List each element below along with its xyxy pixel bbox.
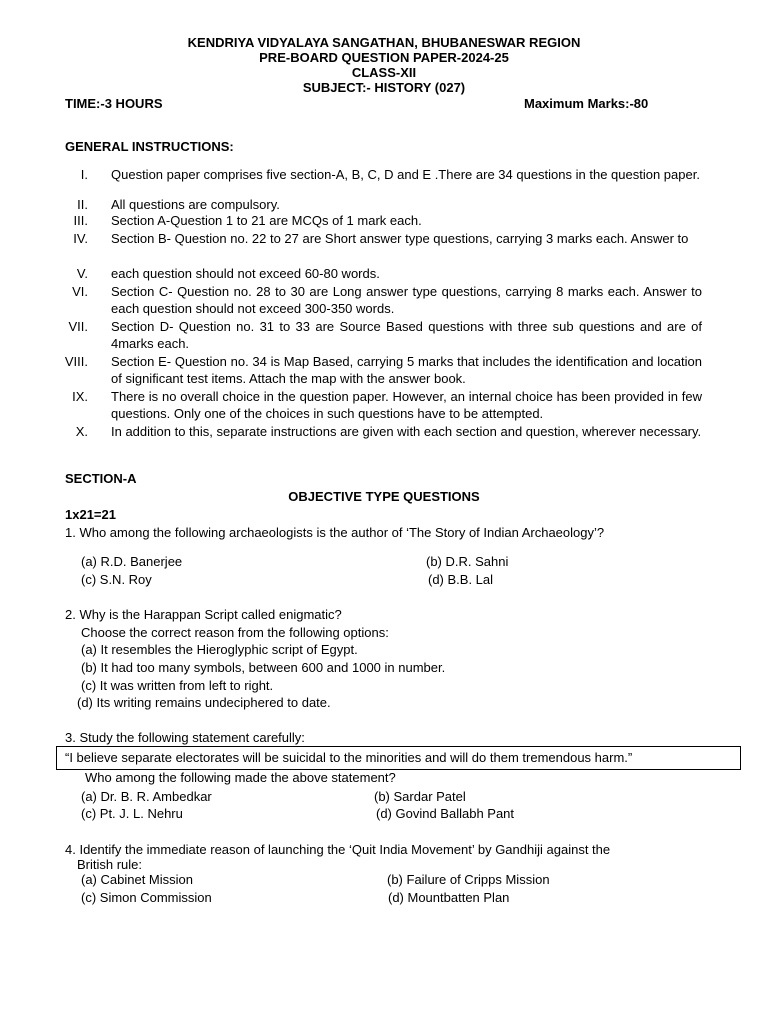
question-4-text: 4. Identify the immediate reason of launching the ‘Quit India Movement’ by Gandhiji against the	[65, 842, 611, 857]
instruction-text: Section D- Question no. 31 to 33 are Source Based questions with three sub questions and are of 4marks each.	[111, 319, 702, 352]
instructions-title: GENERAL INSTRUCTIONS:	[65, 139, 234, 154]
section-title: SECTION-A	[65, 471, 137, 486]
q4-option-b: (b) Failure of Cripps Mission	[387, 872, 550, 887]
q2-option-a: (a) It resembles the Hieroglyphic script of Egypt.	[81, 642, 358, 657]
q4-option-c: (c) Simon Commission	[81, 890, 212, 905]
instruction-text: Section A-Question 1 to 21 are MCQs of 1 mark each.	[111, 213, 422, 228]
paper-title: PRE-BOARD QUESTION PAPER-2024-25	[259, 50, 509, 65]
instruction-text: Section C- Question no. 28 to 30 are Long answer type questions, carrying 8 marks each. Answer to each question should not exceed 300-350 words.	[111, 284, 702, 317]
section-marks: 1x21=21	[65, 507, 116, 522]
instruction-text: There is no overall choice in the question paper. However, an internal choice has been provided in few questions. Only one of the choices in such questions have to be attempted.	[111, 389, 702, 422]
instruction-number: IX.	[72, 389, 88, 404]
q2-option-c: (c) It was written from left to right.	[81, 678, 274, 693]
school-name: KENDRIYA VIDYALAYA SANGATHAN, BHUBANESWAR REGION	[187, 35, 581, 50]
time-label: TIME:-3 HOURS	[65, 96, 163, 111]
instruction-number: V.	[76, 266, 88, 281]
q2-option-b: (b) It had too many symbols, between 600 and 1000 in number.	[81, 660, 446, 675]
instruction-text: All questions are compulsory.	[111, 197, 280, 212]
instruction-number: III.	[73, 213, 88, 228]
instruction-text: In addition to this, separate instructions are given with each section and question, wherever necessary.	[111, 424, 702, 439]
instruction-number: VIII.	[64, 354, 88, 369]
q3-option-c: (c) Pt. J. L. Nehru	[81, 806, 183, 821]
max-marks-label: Maximum Marks:-80	[524, 96, 649, 111]
instruction-text: Question paper comprises five section-A, B, C, D and E .There are 34 questions in the question paper.	[111, 167, 700, 182]
question-1-text: 1. Who among the following archaeologists is the author of ‘The Story of Indian Archaeology’?	[65, 525, 605, 540]
subject-label: SUBJECT:- HISTORY (027)	[302, 80, 466, 95]
instruction-number: II.	[77, 197, 88, 212]
q3-option-d: (d) Govind Ballabh Pant	[376, 806, 515, 821]
section-subtitle: OBJECTIVE TYPE QUESTIONS	[288, 489, 480, 504]
instruction-number: X.	[75, 424, 88, 439]
instruction-text: Section B- Question no. 22 to 27 are Short answer type questions, carrying 3 marks each. Answer to	[111, 231, 689, 246]
q1-option-a: (a) R.D. Banerjee	[81, 554, 183, 569]
q2-option-d: (d) Its writing remains undeciphered to date.	[77, 695, 331, 710]
q4-option-d: (d) Mountbatten Plan	[388, 890, 510, 905]
instruction-number: VI.	[72, 284, 88, 299]
q1-option-b: (b) D.R. Sahni	[426, 554, 509, 569]
question-4-text-continued: British rule:	[77, 857, 143, 872]
q2-instruction: Choose the correct reason from the following options:	[81, 625, 389, 640]
instruction-text: Section E- Question no. 34 is Map Based, carrying 5 marks that includes the identification and location of significant test items. Attach the map with the answer book.	[111, 354, 702, 387]
class-label: CLASS-XII	[351, 65, 417, 80]
instruction-number: I.	[80, 167, 88, 182]
question-3-text: 3. Study the following statement carefully:	[65, 730, 305, 745]
q3-instruction: Who among the following made the above statement?	[85, 770, 396, 785]
question-2-text: 2. Why is the Harappan Script called enigmatic?	[65, 607, 342, 622]
q3-option-a: (a) Dr. B. R. Ambedkar	[81, 789, 212, 804]
q4-option-a: (a) Cabinet Mission	[81, 872, 193, 887]
instruction-number: VII.	[68, 319, 88, 334]
q3-option-b: (b) Sardar Patel	[374, 789, 466, 804]
q1-option-c: (c) S.N. Roy	[81, 572, 152, 587]
q1-option-d: (d) B.B. Lal	[428, 572, 494, 587]
q3-quote: “I believe separate electorates will be suicidal to the minorities and will do them tremendous harm.”	[65, 750, 633, 765]
instruction-number: IV.	[73, 231, 88, 246]
instruction-text: each question should not exceed 60-80 words.	[111, 266, 380, 281]
